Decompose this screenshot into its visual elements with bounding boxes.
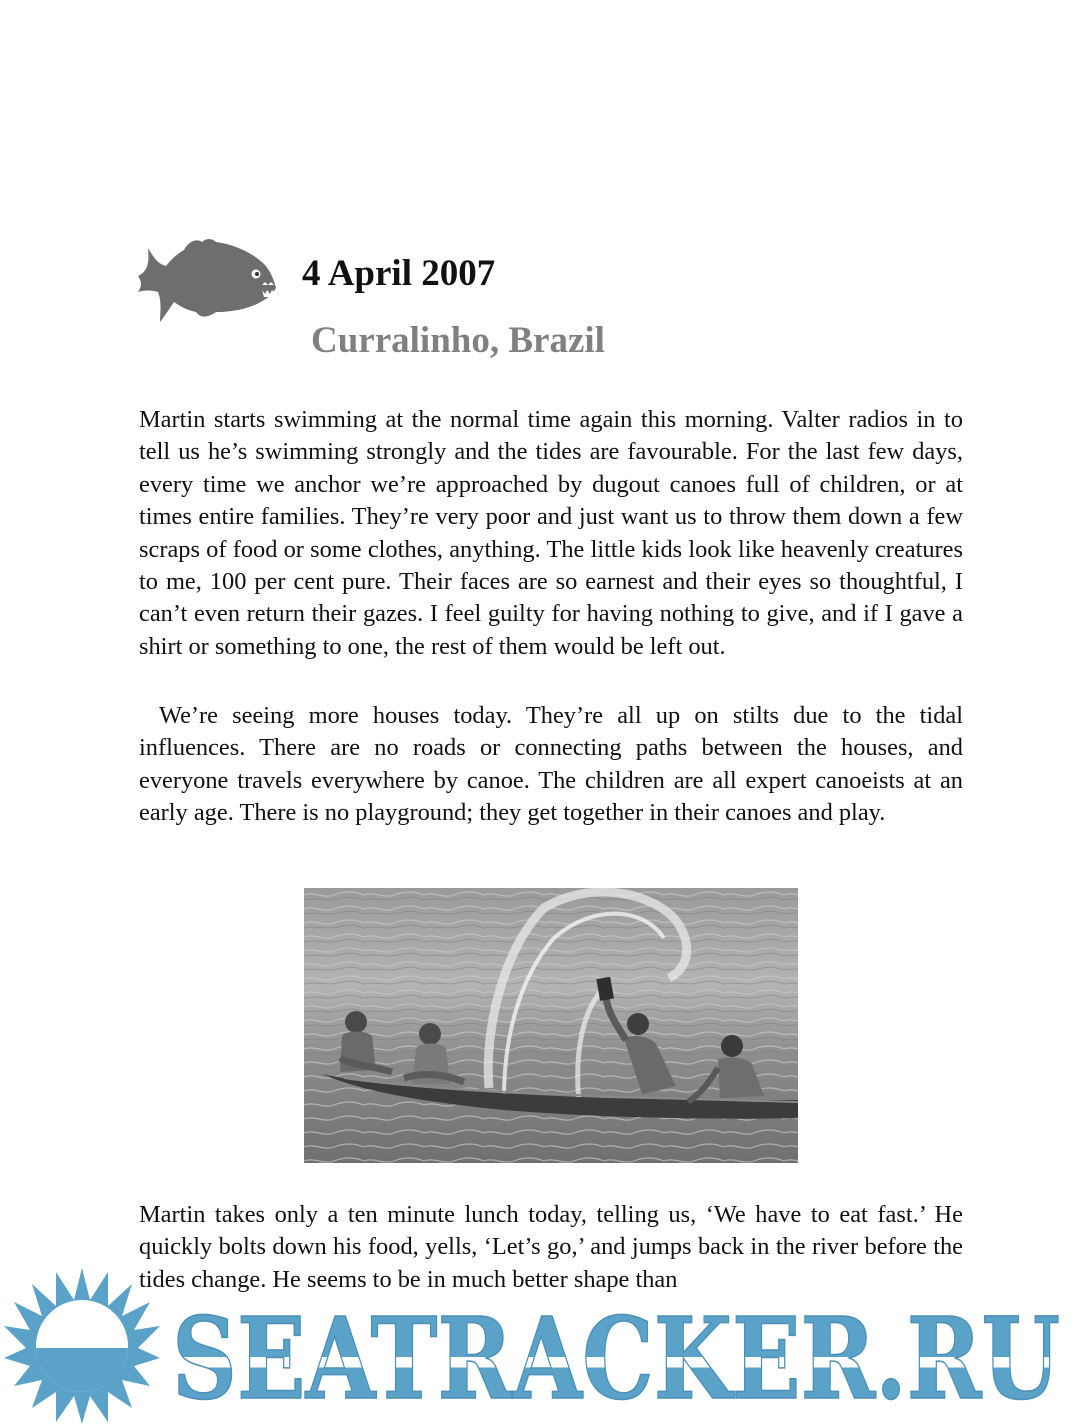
paragraph-2: We’re seeing more houses today. They’re all up on stilts due to the tidal influences. There are no roads or connecting paths between the houses, and everyone travels everywhere by canoe. The children are all expert canoeists at an early age. There is no playground; they get together in their canoes and play.: [139, 702, 963, 827]
entry-location: Curralinho, Brazil: [311, 320, 605, 361]
watermark-logo: [0, 1262, 1080, 1425]
canoe-children-photo: [304, 888, 798, 1163]
watermark-text: SEATRACKER.RU: [172, 1294, 1060, 1425]
paragraph-1: Martin starts swimming at the normal time again this morning. Valter radios in to tell us he’s swimming strongly and the tides are favourable. For the last few days, every time we anchor we’re approached by dugout canoes full of children, or at times entire families. They’re very poor and just want us to throw them down a few scraps of food or some clothes, anything. The little kids look like heavenly creatures to me, 100 per cent pure. Their faces are so earnest and their eyes so thoughtful, I can’t even return their gazes. I feel guilty for having nothing to give, and if I gave a shirt or something to one, the rest of them would be left out.: [139, 406, 963, 660]
entry-date: 4 April 2007: [302, 253, 496, 294]
paragraph-3: Martin takes only a ten minute lunch today, telling us, ‘We have to eat fast.’ He quickly bolts down his food, yells, ‘Let’s go,’ and jumps back in the river before the tides change. He seems to be in much better shape than: [139, 1201, 963, 1293]
piranha-icon: [136, 236, 278, 324]
sun-icon: [4, 1268, 160, 1424]
